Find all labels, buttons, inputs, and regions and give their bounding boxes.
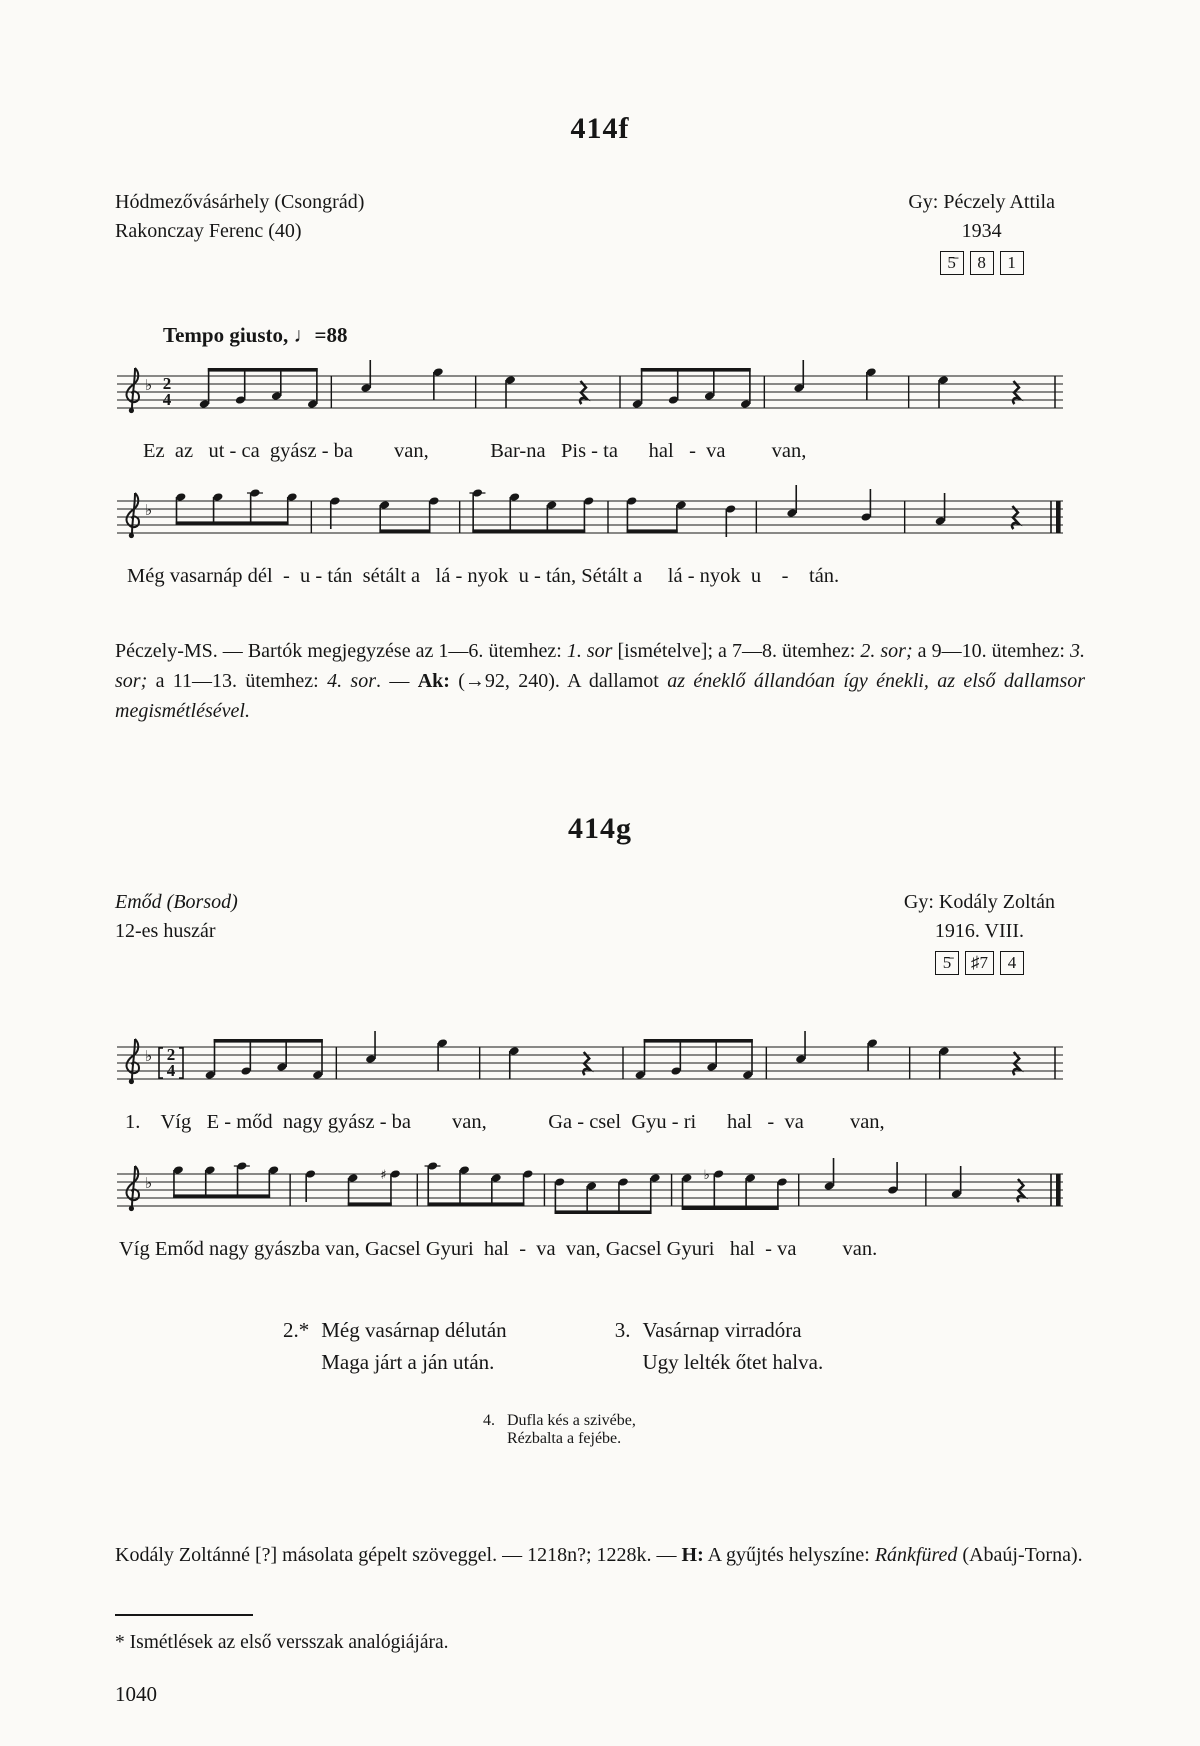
beam (555, 1210, 652, 1214)
f-staff-2 (115, 477, 1065, 569)
notes-segment: [ismételve]; a 7—8. ütemhez: (612, 640, 861, 662)
song2-lyrics-line2: Víg Emőd nagy gyászba van, Gacsel Gyuri hal - va van, Gacsel Gyuri hal - va van. (119, 1238, 878, 1260)
verse-line: Vasárnap virradóra (642, 1318, 802, 1342)
beam (208, 368, 318, 372)
song1-header (115, 188, 1085, 277)
time-sig-bottom: 4 (162, 390, 172, 409)
cadence-box: 4 (1000, 951, 1024, 975)
song1-notes-paragraph (115, 636, 1085, 726)
verse-line: Ugy lelték őtet halva. (642, 1349, 824, 1374)
song2-header-right (904, 888, 1055, 977)
page-number: 1040 (115, 1682, 157, 1706)
accidental: ♯ (380, 1168, 387, 1183)
notes-segment: a 11—13. ütemhez: (147, 670, 328, 692)
song1-cadence-row (908, 248, 1055, 277)
flat-sign: ♭ (145, 501, 153, 519)
verse-number: 4. (483, 1412, 495, 1429)
beam (348, 1202, 392, 1206)
treble-clef-icon (127, 368, 139, 413)
verse-lines (642, 1315, 823, 1378)
verse-2 (283, 1315, 507, 1378)
beam (682, 1206, 779, 1210)
song2-header (115, 888, 1085, 977)
verse-number: 3. (614, 1318, 631, 1342)
cadence-box: 8 (970, 251, 994, 275)
cadence-box: ♯7 (965, 951, 994, 975)
cadence-box: 1 (1000, 251, 1024, 275)
notes-segment: . — (375, 670, 418, 692)
treble-clef-icon (127, 1039, 139, 1084)
song2-collector: Gy: Kodály Zoltán (903, 891, 1055, 913)
footnote-rule (115, 1614, 253, 1616)
notes-segment: H: (681, 1544, 704, 1566)
g-staff-1 (115, 1023, 1065, 1115)
time-sig-top: 2 (166, 1045, 176, 1064)
f-staff-1-svg (115, 352, 1065, 444)
beam (641, 368, 751, 372)
beam (427, 1202, 524, 1206)
song1-year: 1934 (961, 220, 1002, 242)
song1-header-left (115, 188, 364, 277)
notes-segment: Péczely-MS. — Bartók megjegyzése az 1—6. ütemhez: (115, 640, 567, 662)
cadence-box: 5̄ (935, 951, 959, 975)
song1-header-right (908, 188, 1055, 277)
verse-line: Dufla kés a szivébe, (507, 1412, 636, 1429)
footnote-text: * Ismétlések az első versszak analógiájára. (115, 1632, 449, 1653)
notes-segment: A gyűjtés helyszíne: (703, 1544, 875, 1566)
notes-segment: Ak: (417, 670, 450, 692)
notes-segment: a 9—10. ütemhez: (912, 640, 1070, 662)
notes-segment: 4. sor (327, 670, 376, 692)
beam (379, 529, 430, 533)
song2-notes-paragraph (115, 1540, 1085, 1570)
notes-segment: (Abaúj-Torna). (957, 1544, 1083, 1566)
verse-line: Még vasárnap délután (321, 1318, 507, 1342)
song2-lyrics-line1: 1. Víg E - mőd nagy gyász - ba van, Ga - csel Gyu - ri hal - va van, (125, 1111, 885, 1133)
verse-line: Rézbalta a fejébe. (507, 1430, 622, 1447)
song1-collector: Gy: Péczely Attila (908, 191, 1055, 213)
time-sig-top: 2 (162, 374, 172, 393)
time-sig-bottom: 4 (166, 1061, 176, 1080)
beam (627, 529, 678, 533)
song2-place: Emőd (Borsod) (115, 891, 238, 913)
notes-segment: (→92, 240). A dallamot (449, 670, 668, 692)
verses-row (283, 1315, 1085, 1378)
beam (214, 1039, 323, 1043)
song1-informant: Rakonczay Ferenc (40) (115, 220, 302, 242)
verse-lines (507, 1412, 636, 1448)
notes-segment: 2. sor; (860, 640, 913, 662)
g-staff-2 (115, 1150, 1065, 1242)
song-title-414g: 414g (568, 812, 632, 845)
f-staff-2-svg (115, 477, 1065, 569)
song1-lyrics-line2: Még vasarnáp dél - u - tán sétált a lá - nyok u - tán, Sétált a lá - nyok u - tán. (127, 565, 840, 587)
g-staff-1-svg (115, 1023, 1065, 1115)
beam (644, 1039, 753, 1043)
verse-number: 2.* (283, 1318, 310, 1342)
notes-segment: az éneklő állandóan így énekli, az első dallamsor megismétlésével. (115, 670, 1086, 722)
notes-segment: Kodály Zoltánné [?] másolata gépelt szöveggel. — 1218n?; 1228k. — (115, 1544, 682, 1566)
song2-cadence-row (904, 948, 1055, 977)
verse-4 (483, 1412, 1085, 1448)
song1-lyrics-line1: Ez az ut - ca gyász - ba van, Bar-na Pis - ta hal - va van, (143, 440, 807, 462)
verse-lines (321, 1315, 506, 1378)
g-staff-2-svg (115, 1150, 1065, 1242)
song-title-414f: 414f (570, 112, 630, 145)
flat-sign: ♭ (145, 1174, 153, 1192)
song1-place: Hódmezővásárhely (Csongrád) (115, 191, 365, 213)
notes-segment: 1. sor (566, 640, 613, 662)
notes-segment: 3. sor; (115, 640, 1085, 692)
cadence-box: 5̄ (940, 251, 964, 275)
flat-sign: ♭ (145, 1047, 153, 1065)
tempo-marking: Tempo giusto, ♩=88 (163, 323, 348, 347)
verse-3 (615, 1315, 824, 1378)
song2-genre: 12-es huszár (115, 920, 216, 942)
notes-segment: Ránkfüred (874, 1544, 958, 1566)
f-staff-1 (115, 352, 1065, 444)
song2-date: 1916. VIII. (934, 920, 1024, 942)
beam (472, 529, 585, 533)
treble-clef-icon (127, 493, 139, 538)
treble-clef-icon (127, 1166, 139, 1211)
beam (173, 1194, 270, 1198)
flat-sign: ♭ (145, 376, 153, 394)
accidental: ♭ (703, 1168, 710, 1183)
verse-line: Maga járt a ján után. (321, 1349, 495, 1374)
song2-header-left (115, 888, 238, 977)
beam (176, 521, 289, 525)
